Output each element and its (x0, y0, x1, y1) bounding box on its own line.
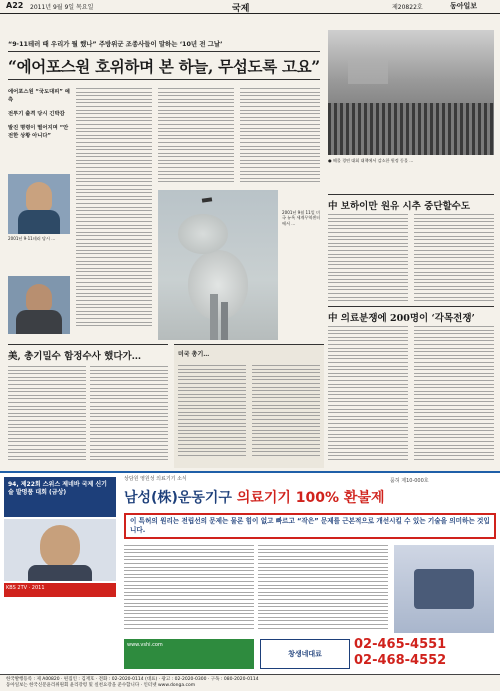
ad-reg: 품허 제10-000호 (390, 478, 429, 484)
ad-award-box: 94, 제22회 스위스 제네바 국제 신기술 발명품 대회 (금상) (4, 477, 116, 517)
issue-number: 제20822호 (392, 4, 423, 11)
page-header (0, 0, 500, 14)
story-mid-title: 中 보하이만 원유 시추 중단할수도 (328, 201, 471, 212)
lead-body-col3 (240, 88, 320, 188)
lead-sidepoints (8, 88, 70, 140)
lead-body-col1 (76, 88, 152, 338)
sanctions-crowd-photo (328, 30, 494, 155)
ad-tv-strip: KBS 2TV · 2011 (4, 583, 116, 597)
story-rule (8, 344, 168, 345)
right-photo-caption: ● 해물 경연 대회 대책에서 감소한 원정 동물 … (328, 158, 414, 163)
page-footer (0, 674, 500, 691)
story-bottom-mid-box (174, 344, 324, 468)
jet-silhouette (202, 197, 212, 202)
ad-phone-1: 02-465-4551 (354, 637, 447, 652)
ad-person-photo (4, 519, 116, 581)
portrait-caption-1: 2001년 9·11테러 당시 … (8, 236, 56, 241)
footer-line-2: 동아일보는 한국신문윤리위원회 윤리강령 및 실천요강을 준수합니다 · 인터넷 www.donga.com (6, 683, 196, 688)
ad-phones (354, 637, 446, 669)
lead-kicker: “9·11테러 때 우리가 뭘 했나” 주방위군 조종사들이 말하는 ‘10년 전 그날’ (8, 40, 223, 48)
story-bottom-left-title: 美, 총기밀수 함정수사 했다가… (8, 351, 142, 362)
title-rule (8, 79, 320, 80)
ad-body-left (124, 545, 254, 635)
story-mid-body2 (414, 214, 494, 304)
kicker-rule (8, 51, 320, 52)
story-right2-body2 (414, 326, 494, 466)
story-rule (328, 194, 494, 195)
wtc-smoke-photo (158, 190, 278, 340)
story-bl-body2 (90, 366, 168, 466)
lead-title: “에어포스원 호위하며 본 하늘, 무섭도록 고요” (8, 57, 320, 76)
story-bl-body1 (8, 366, 86, 466)
story-rule (328, 306, 494, 307)
ad-phone-2: 02-468-4552 (354, 653, 447, 668)
ad-phone-label: 창생네대료 (260, 639, 350, 669)
sidepoint: 전투기 출격 당시 긴박감 (8, 111, 65, 117)
ad-product-photo (394, 545, 494, 633)
portrait-photo-2 (8, 276, 70, 334)
issue-date: 2011년 9월 9일 목요일 (30, 4, 94, 11)
footer-line-1: 한국발행등록 : 제 A00820 · 편집인 : 김재호 · 전화 : 02-2020-0114 (대표) · 광고 : 02-2020-0300 · 구독 : 080-2020-0114 (6, 677, 259, 682)
ad-body-mid (258, 545, 388, 635)
paper-name: 동아일보 (450, 2, 478, 10)
story-bottom-mid-title: 미국 총기… (178, 351, 210, 358)
story-right2-body1 (328, 326, 408, 466)
ad-topline: 상담원 영원성 의료기기 소식 (124, 476, 187, 482)
page-number: A22 (6, 1, 24, 10)
lead-body-col2 (158, 88, 234, 188)
ad-site-box: www.vshi.com (124, 639, 254, 669)
story-mid-body1 (328, 214, 408, 304)
advertisement (0, 471, 500, 674)
story-right2-title: 中 의료분쟁에 200명이 ‘각목전쟁’ (328, 313, 475, 324)
portrait-photo-1 (8, 174, 70, 234)
sidepoint: 에어포스원 “국도대피” 예측 (8, 89, 70, 103)
wtc-photo-caption: 2001년 9월 11일 미국 뉴욕 세계무역센터에서 … (282, 210, 321, 226)
section-title: 국제 (232, 4, 250, 14)
ad-banner: 이 특허의 원리는 전립선의 문제는 물론 힘이 없고 빠르고 “작은” 문제를 근본적으로 개선시킬 수 있는 기술을 의미하는 것입니다. (124, 513, 496, 539)
ad-brand: 남성(株)운동기구 의료기기 100% 환불제 (124, 490, 385, 506)
sidepoint: 발진 명령이 떨어지며 “안전한 상황 아니다” (8, 125, 69, 139)
